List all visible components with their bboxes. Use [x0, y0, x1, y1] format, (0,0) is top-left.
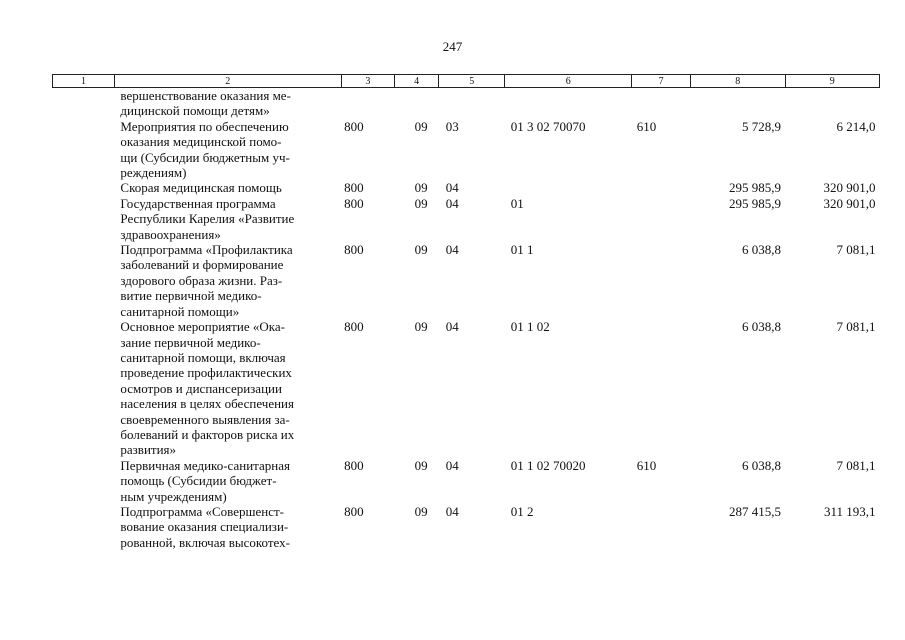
amount-year-2: 6 214,0: [836, 118, 876, 134]
page-number: 247: [442, 39, 463, 54]
row-name: [114, 242, 341, 319]
table-row: [53, 504, 880, 550]
table-row: [53, 196, 880, 242]
amount-year-1: [691, 88, 785, 119]
column-header-5: 5: [439, 75, 505, 88]
row-name-line: здравоохранения»: [120, 226, 221, 242]
chapter-code: 09: [414, 180, 428, 196]
row-name: [114, 196, 341, 242]
row-name-line: вование оказания специализи-: [120, 519, 289, 535]
column-header-6: 6: [505, 75, 632, 88]
budget-table: [52, 74, 880, 550]
chapter-code: 09: [414, 457, 428, 473]
section-code: [341, 88, 395, 119]
section-code: 800: [344, 242, 364, 258]
cell-col-1: [53, 242, 115, 319]
target-article-code: 01 1 02: [510, 319, 550, 335]
row-name-line: болеваний и факторов риска их: [120, 426, 295, 442]
row-name-line: Первичная медико-санитарная: [120, 457, 290, 473]
amount-year-1: 5 728,9: [742, 118, 781, 134]
cell-col-1: [53, 504, 115, 550]
section-code: 800: [344, 319, 364, 335]
subsection-code: 04: [445, 319, 459, 335]
amount-year-1: 287 415,5: [729, 503, 781, 519]
target-article-code: 01 2: [510, 503, 534, 519]
cell-col-1: [53, 180, 115, 195]
chapter-code: 09: [414, 319, 428, 335]
row-name-line: населения в целях обеспечения: [120, 396, 294, 412]
chapter-code: 09: [414, 118, 428, 134]
target-article-code: 01 1: [510, 242, 534, 258]
row-name-line: Республики Карелия «Развитие: [120, 211, 295, 227]
amount-year-1: 295 985,9: [729, 195, 781, 211]
row-name-line: осмотров и диспансеризации: [120, 380, 282, 396]
amount-year-2: 7 081,1: [836, 457, 876, 473]
subsection-code: 04: [445, 195, 459, 211]
row-name-line: Мероприятия по обеспечению: [120, 118, 289, 134]
amount-year-2: [785, 88, 880, 119]
chapter-code: [395, 88, 439, 119]
target-article-code: [505, 180, 632, 195]
row-name-line: помощь (Субсидии бюджет-: [120, 473, 277, 489]
section-code: 800: [344, 180, 364, 196]
expense-type-code: 610: [636, 118, 657, 134]
row-name-line: вершенствование оказания ме-: [120, 88, 291, 103]
target-article-code: 01 3 02 70070: [510, 118, 586, 134]
row-name-line: оказания медицинской помо-: [120, 134, 282, 150]
subsection-code: 03: [445, 118, 459, 134]
subsection-code: 04: [445, 457, 459, 473]
chapter-code: 09: [414, 242, 428, 258]
amount-year-2: 311 193,1: [823, 503, 876, 519]
row-name-line: своевременного выявления за-: [120, 411, 290, 427]
row-name-line: проведение профилактических: [120, 365, 292, 381]
section-code: 800: [344, 503, 364, 519]
cell-col-1: [53, 88, 115, 119]
subsection-code: [439, 88, 505, 119]
target-article-code: 01 1 02 70020: [510, 457, 586, 473]
row-name-line: здорового образа жизни. Раз-: [120, 272, 283, 288]
row-name-line: витие первичной медико-: [120, 288, 262, 304]
row-name-line: реждениям): [120, 165, 187, 181]
table-body: [53, 88, 880, 551]
target-article-code: [505, 88, 632, 119]
row-name-line: Государственная программа: [120, 195, 276, 211]
column-header-1: 1: [53, 75, 115, 88]
amount-year-1: 6 038,8: [742, 319, 781, 335]
target-article-code: 01: [510, 195, 524, 211]
amount-year-1: 6 038,8: [742, 457, 781, 473]
expense-type-code: [632, 504, 691, 550]
cell-col-1: [53, 119, 115, 181]
amount-year-2: 320 901,0: [823, 195, 876, 211]
row-name: [114, 119, 341, 181]
table-row: [53, 88, 880, 119]
row-name: [114, 88, 341, 119]
row-name-line: развития»: [120, 442, 177, 458]
row-name-line: зание первичной медико-: [120, 334, 261, 350]
column-header-4: 4: [395, 75, 439, 88]
column-header-7: 7: [632, 75, 691, 88]
expense-type-code: [632, 242, 691, 319]
row-name-line: рованной, включая высокотех-: [120, 534, 290, 550]
row-name-line: ным учреждениям): [120, 488, 227, 504]
table-header: [53, 75, 880, 88]
amount-year-2: 7 081,1: [836, 242, 876, 258]
row-name-line: щи (Субсидии бюджетным уч-: [120, 149, 290, 165]
amount-year-2: 320 901,0: [823, 180, 876, 196]
column-header-9: 9: [785, 75, 880, 88]
cell-col-1: [53, 196, 115, 242]
row-name-line: дицинской помощи детям»: [120, 103, 270, 119]
row-name-line: санитарной помощи, включая: [120, 349, 286, 365]
table-row: [53, 458, 880, 504]
chapter-code: 09: [414, 503, 428, 519]
section-code: 800: [344, 457, 364, 473]
column-header-8: 8: [691, 75, 785, 88]
expense-type-code: [632, 319, 691, 458]
table-row: [53, 180, 880, 195]
row-name-line: санитарной помощи»: [120, 303, 240, 319]
row-name-line: Подпрограмма «Профилактика: [120, 242, 293, 258]
chapter-code: 09: [414, 195, 428, 211]
row-name: [114, 504, 341, 550]
subsection-code: 04: [445, 180, 459, 196]
amount-year-1: 295 985,9: [729, 180, 781, 196]
row-name-line: заболеваний и формирование: [120, 257, 284, 273]
subsection-code: 04: [445, 503, 459, 519]
table-row: [53, 242, 880, 319]
row-name: [114, 458, 341, 504]
row-name-line: Подпрограмма «Совершенст-: [120, 503, 284, 519]
expense-type-code: [632, 196, 691, 242]
section-code: 800: [344, 118, 364, 134]
expense-type-code: [632, 180, 691, 195]
column-header-3: 3: [341, 75, 395, 88]
subsection-code: 04: [445, 242, 459, 258]
cell-col-1: [53, 458, 115, 504]
amount-year-1: 6 038,8: [742, 242, 781, 258]
table-row: [53, 119, 880, 181]
cell-col-1: [53, 319, 115, 458]
row-name: [114, 319, 341, 458]
column-header-2: 2: [114, 75, 341, 88]
row-name-line: Основное мероприятие «Ока-: [120, 319, 285, 335]
table-row: [53, 319, 880, 458]
amount-year-2: 7 081,1: [836, 319, 876, 335]
expense-type-code: 610: [636, 457, 657, 473]
row-name-line: Скорая медицинская помощь: [120, 180, 282, 196]
row-name: [114, 180, 341, 195]
section-code: 800: [344, 195, 364, 211]
expense-type-code: [632, 88, 691, 119]
